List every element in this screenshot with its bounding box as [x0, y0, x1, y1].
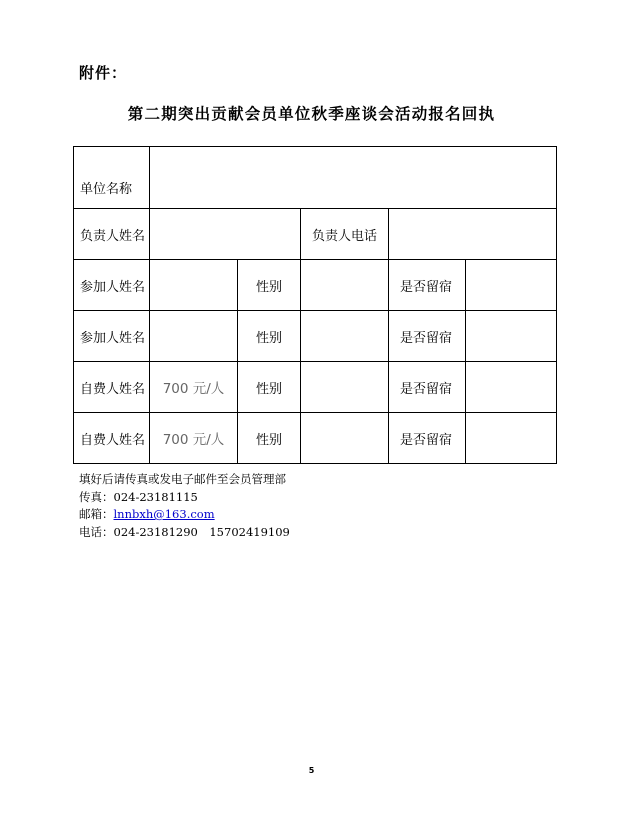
- page-number: 5: [308, 766, 315, 775]
- lodging-label: 是否留宿: [389, 413, 466, 464]
- gender-field[interactable]: [301, 362, 389, 413]
- gender-label: 性别: [238, 260, 301, 311]
- leader-phone-field[interactable]: [389, 209, 557, 260]
- lodging-label: 是否留宿: [389, 362, 466, 413]
- self-paid-row: [74, 362, 557, 413]
- attachment-label: 附件：: [79, 64, 128, 82]
- lodging-label: 是否留宿: [389, 311, 466, 362]
- lodging-label: 是否留宿: [389, 260, 466, 311]
- leader-phone-label: 负责人电话: [301, 209, 389, 260]
- self-paid-price[interactable]: 700 元/人: [150, 362, 238, 413]
- self-paid-name-label: 自费人姓名: [74, 362, 150, 413]
- lodging-field[interactable]: [466, 311, 557, 362]
- gender-label: 性别: [238, 413, 301, 464]
- phone-line: [79, 524, 290, 542]
- email-line: [79, 506, 290, 524]
- lodging-field[interactable]: [466, 260, 557, 311]
- lodging-field[interactable]: [466, 413, 557, 464]
- instruction-text: 填好后请传真或发电子邮件至会员管理部: [79, 472, 286, 486]
- leader-row: [74, 209, 557, 260]
- gender-field[interactable]: [301, 260, 389, 311]
- self-paid-price[interactable]: 700 元/人: [150, 413, 238, 464]
- unit-name-field[interactable]: [150, 147, 557, 209]
- unit-name-label: 单位名称: [74, 147, 150, 209]
- email-link[interactable]: lnnbxh@163.com: [113, 507, 215, 521]
- phone-number: 024-23181290 15702419109: [113, 524, 290, 539]
- participant-name-field[interactable]: [150, 260, 238, 311]
- self-paid-row: [74, 413, 557, 464]
- leader-name-field[interactable]: [150, 209, 301, 260]
- gender-label: 性别: [238, 362, 301, 413]
- gender-field[interactable]: [301, 413, 389, 464]
- registration-form-table: [73, 146, 557, 464]
- contact-notes: [79, 471, 290, 541]
- lodging-field[interactable]: [466, 362, 557, 413]
- participant-name-label: 参加人姓名: [74, 260, 150, 311]
- fax-number: 024-23181115: [113, 489, 198, 504]
- form-title: 第二期突出贡献会员单位秋季座谈会活动报名回执: [127, 105, 496, 123]
- self-paid-name-label: 自费人姓名: [74, 413, 150, 464]
- email-label: 邮箱：: [79, 507, 114, 521]
- participant-row: [74, 311, 557, 362]
- participant-name-field[interactable]: [150, 311, 238, 362]
- gender-field[interactable]: [301, 311, 389, 362]
- participant-row: [74, 260, 557, 311]
- fax-line: [79, 489, 290, 507]
- leader-name-label: 负责人姓名: [74, 209, 150, 260]
- participant-name-label: 参加人姓名: [74, 311, 150, 362]
- unit-name-row: [74, 147, 557, 209]
- fax-label: 传真：: [79, 489, 114, 504]
- phone-label: 电话：: [79, 524, 114, 539]
- gender-label: 性别: [238, 311, 301, 362]
